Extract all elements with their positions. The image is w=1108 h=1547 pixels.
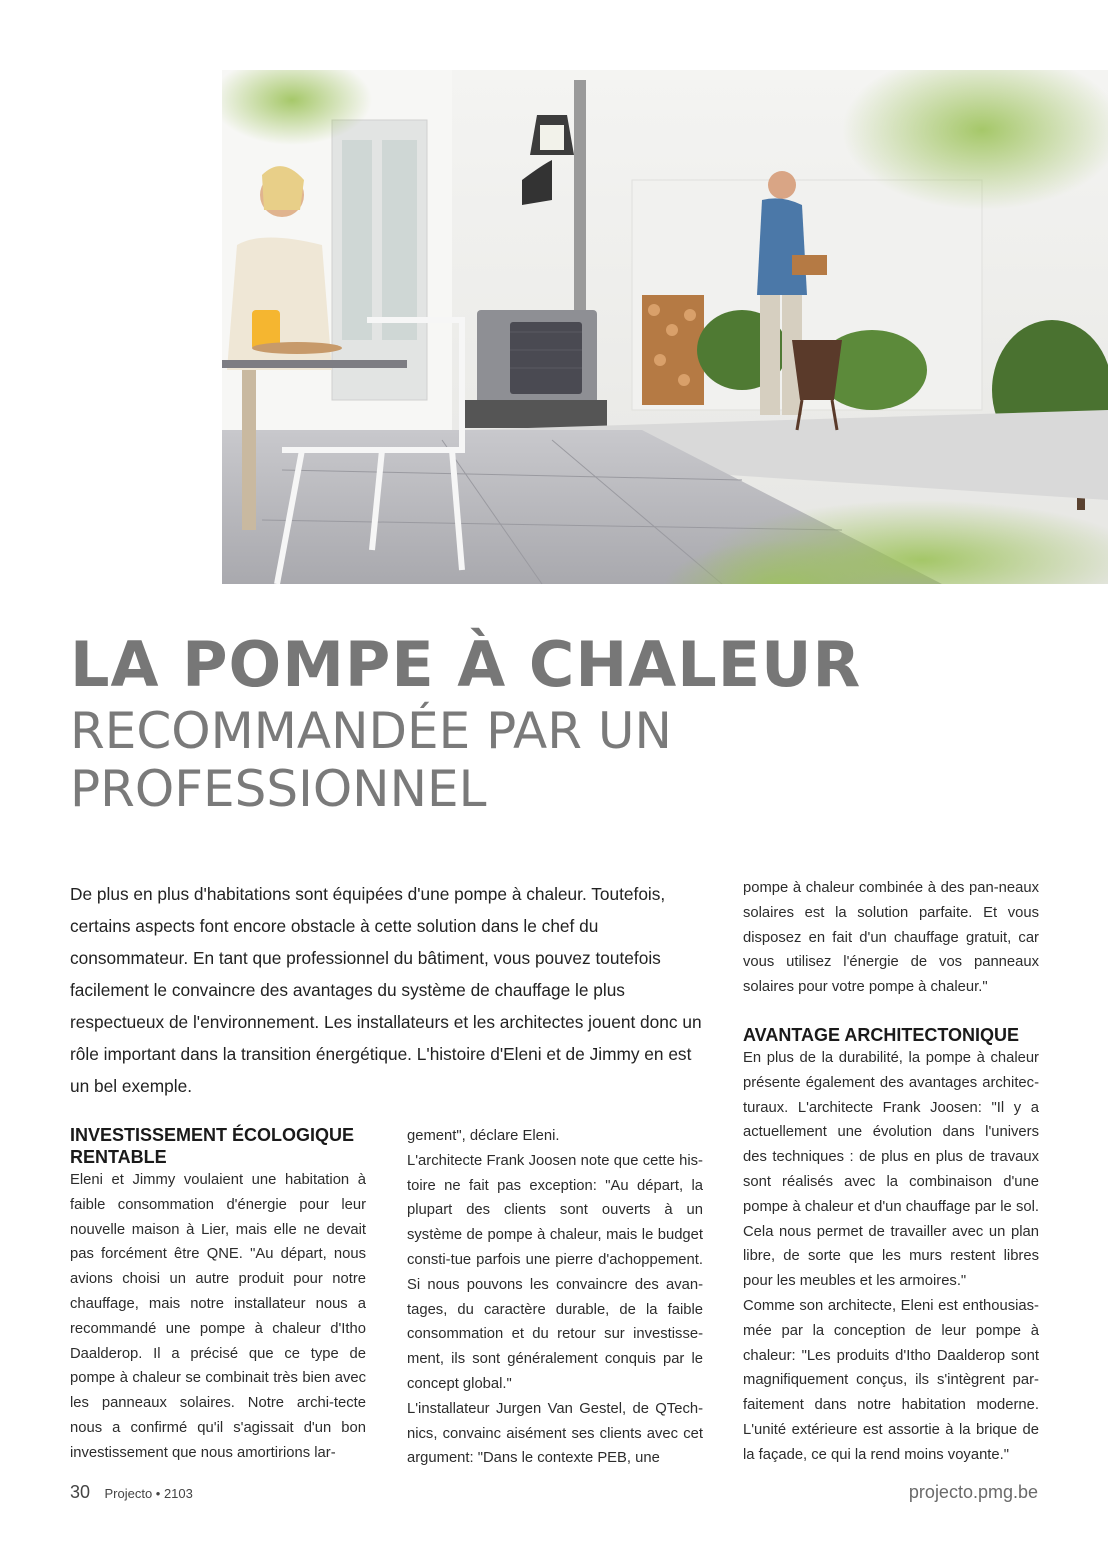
body-paragraph: L'installateur Jurgen Van Gestel, de QTech-nics, convainc aisément ses clients avec cet argument: "Dans le contexte PEB, une	[407, 1400, 703, 1467]
body-paragraph: gement", déclare Eleni.	[407, 1128, 560, 1144]
firewood-stack-icon	[642, 295, 704, 405]
body-paragraph: pompe à chaleur combinée à des pan-neaux solaires est la solution parfaite. Et vous disposez en fait d'un chauffage gratuit, car vous utilisez l'énergie de vos panneaux solaires pour votre pompe à chaleur."	[743, 880, 1039, 996]
hero-photo	[222, 70, 1108, 584]
column-2	[407, 1124, 703, 1471]
intro-paragraph: De plus en plus d'habitations sont équipées d'une pompe à chaleur. Toutefois, certains aspects font encore obstacle à cette solution dans le chef du consommateur. En tant que professionnel du bâtiment, vous pouvez toutefois facilement le convaincre des avantages du système de chauffage le plus respectueux de l'environnement. Les installateurs et les architectes jouent donc un rôle important dans la transition énergétique. L'histoire d'Eleni et de Jimmy en est un bel exemple.	[70, 884, 702, 1096]
body-paragraph: Eleni et Jimmy voulaient une habitation à faible consommation d'énergie pour leur nouvelle maison à Lier, mais elle ne devait pas forcément être QNE. "Au départ, nous avions choisi un autre produit pour notre chauffage, mais notre installateur nous a recommandé une pompe à chaleur d'Itho Daalderop. Il a précisé que ce type de pompe à chaleur se combinait très bien avec les panneaux solaires. Notre archi-tecte nous a confirmé qu'il s'agissait d'un bon investissement que nous amortirions lar-	[70, 1172, 366, 1461]
article-subtitle: RECOMMANDÉE PAR UN PROFESSIONNEL	[70, 702, 672, 818]
body-paragraph: L'architecte Frank Joosen note que cette his-toire ne fait pas exception: "Au départ, la plupart des clients sont ouverts à un système de pompe à chaleur, mais le budget consti-tue parfois une pierre d'achoppement. Si nous pouvons les convaincre des avan-tages, du caractère durable, de la faible consommation et du retour sur investisse-ment, ils sont généralement conquis par le concept global."	[407, 1152, 703, 1392]
body-paragraph: En plus de la durabilité, la pompe à chaleur présente également des avantages architec-turaux. L'architecte Frank Joosen: "Il y a actuellement une évolution dans l'univers des techniques : de plus en plus de travaux sont réalisés avec la combinaison d'une pompe à chaleur et d'un chauffage par le sol. Cela nous permet de travailler avec un plan libre, de sorte que les murs restent libres pour les meubles et les armoires."	[743, 1049, 1039, 1290]
column-3	[743, 876, 1039, 1468]
article-title: LA POMPE À CHALEUR	[70, 628, 862, 701]
page-number: 30	[70, 1482, 91, 1502]
footer-left	[70, 1482, 193, 1503]
magazine-issue: Projecto • 2103	[104, 1486, 193, 1501]
heat-pump-unit-icon	[462, 310, 607, 428]
garden-scene-illustration	[222, 70, 1108, 584]
column-1	[70, 1124, 366, 1466]
body-paragraph: Comme son architecte, Eleni est enthousias-mée par la conception de leur pompe à chaleur: "Les produits d'Itho Daalderop sont magnifiquement conçus, ils s'intègrent par-faitement dans notre habitation moderne. L'unité extérieure est assortie à la brique de la façade, ce qui la rend moins voyante."	[743, 1297, 1039, 1463]
section-heading-architectonique: AVANTAGE ARCHITECTONIQUE	[743, 1024, 1020, 1045]
section-heading-investissement: INVESTISSEMENT ÉCOLOGIQUE RENTABLE	[70, 1125, 355, 1167]
website-link[interactable]: projecto.pmg.be	[908, 1482, 1038, 1502]
